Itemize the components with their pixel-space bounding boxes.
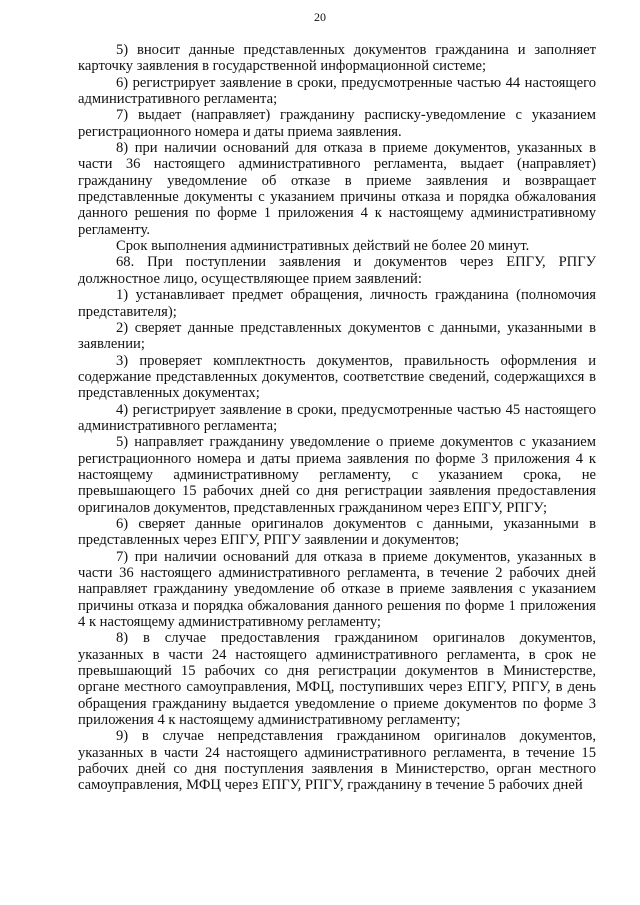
paragraph-deadline-note: Срок выполнения административных действий не более 20 минут. xyxy=(116,238,530,255)
paragraph-item-7-receipt-notice: 7) выдает (направляет) гражданину расписку-уведомление с указанием регистрационного номера и даты приема заявления. xyxy=(78,107,596,140)
document-body xyxy=(78,42,596,794)
paragraph-68-item-2: 2) сверяет данные представленных документов с данными, указанными в заявлении; xyxy=(78,319,596,353)
paragraph-68-item-1: 1) устанавливает предмет обращения, личность гражданина (полномочия представителя); xyxy=(78,287,596,320)
paragraph-68-item-7: 7) при наличии оснований для отказа в приеме документов, указанных в части 36 настоящего административного регламента, в течение 2 рабочих дней направляет гражданину уведомление об отказе в приеме заявления с указанием причины отказа и порядка обжалования данного решения по форме 1 приложения 4 к настоящему административному регламенту; xyxy=(78,548,596,631)
paragraph-item-5-entering-data: 5) вносит данные представленных документов гражданина и заполняет карточку заявления в государственной информационной системе; xyxy=(78,42,596,75)
paragraph-68-item-3: 3) проверяет комплектность документов, правильность оформления и содержание представленных документов, соответствие сведений, содержащихся в представленных документах; xyxy=(78,352,596,402)
page-number: 20 xyxy=(314,10,326,24)
paragraph-68-item-5: 5) направляет гражданину уведомление о приеме документов с указанием регистрационного номера и даты приема заявления по форме 3 приложения 4 к настоящему административному регламенту, с указанием срока, не превышающего 15 рабочих дней со дня регистрации заявления предоставления оригиналов документов, представленных гражданином через ЕПГУ, РПГУ; xyxy=(78,434,596,516)
paragraph-item-6-registration: 6) регистрирует заявление в сроки, предусмотренные частью 44 настоящего административного регламента; xyxy=(78,74,596,108)
paragraph-section-68: 68. При поступлении заявления и документов через ЕПГУ, РПГУ должностное лицо, осуществляющее прием заявлений: xyxy=(78,254,596,287)
paragraph-68-item-4: 4) регистрирует заявление в сроки, предусмотренные частью 45 настоящего административного регламента; xyxy=(78,401,596,434)
paragraph-item-8-refusal-notice: 8) при наличии оснований для отказа в приеме документов, указанных в части 36 настоящего административного регламента, выдает (направляет) гражданину уведомление об отказе в приеме заявления и возвращает представленные документы с указанием причины отказа и порядка обжалования данного решения по форме 1 приложения 4 к настоящему административному регламенту. xyxy=(78,140,596,238)
paragraph-68-item-9: 9) в случае непредставления гражданином оригиналов документов, указанных в части 24 настоящего административного регламента, в течение 15 рабочих дней со дня поступления заявления в Министерство, орган местного самоуправления, МФЦ через ЕПГУ, РПГУ, гражданину в течение 5 рабочих дней xyxy=(78,728,596,794)
paragraph-68-item-6: 6) сверяет данные оригиналов документов с данными, указанными в представленных через ЕПГУ, РПГУ заявлении и документов; xyxy=(78,515,596,549)
paragraph-68-item-8: 8) в случае предоставления гражданином оригиналов документов, указанных в части 24 настоящего административного регламента, в срок не превышающий 15 рабочих со дня регистрации документов в Министерстве, органе местного самоуправления, МФЦ, поступивших через ЕПГУ, РПГУ, в день обращения гражданину выдается уведомление о приеме документов по форме 3 приложения 4 к настоящему административному регламенту; xyxy=(78,630,596,729)
